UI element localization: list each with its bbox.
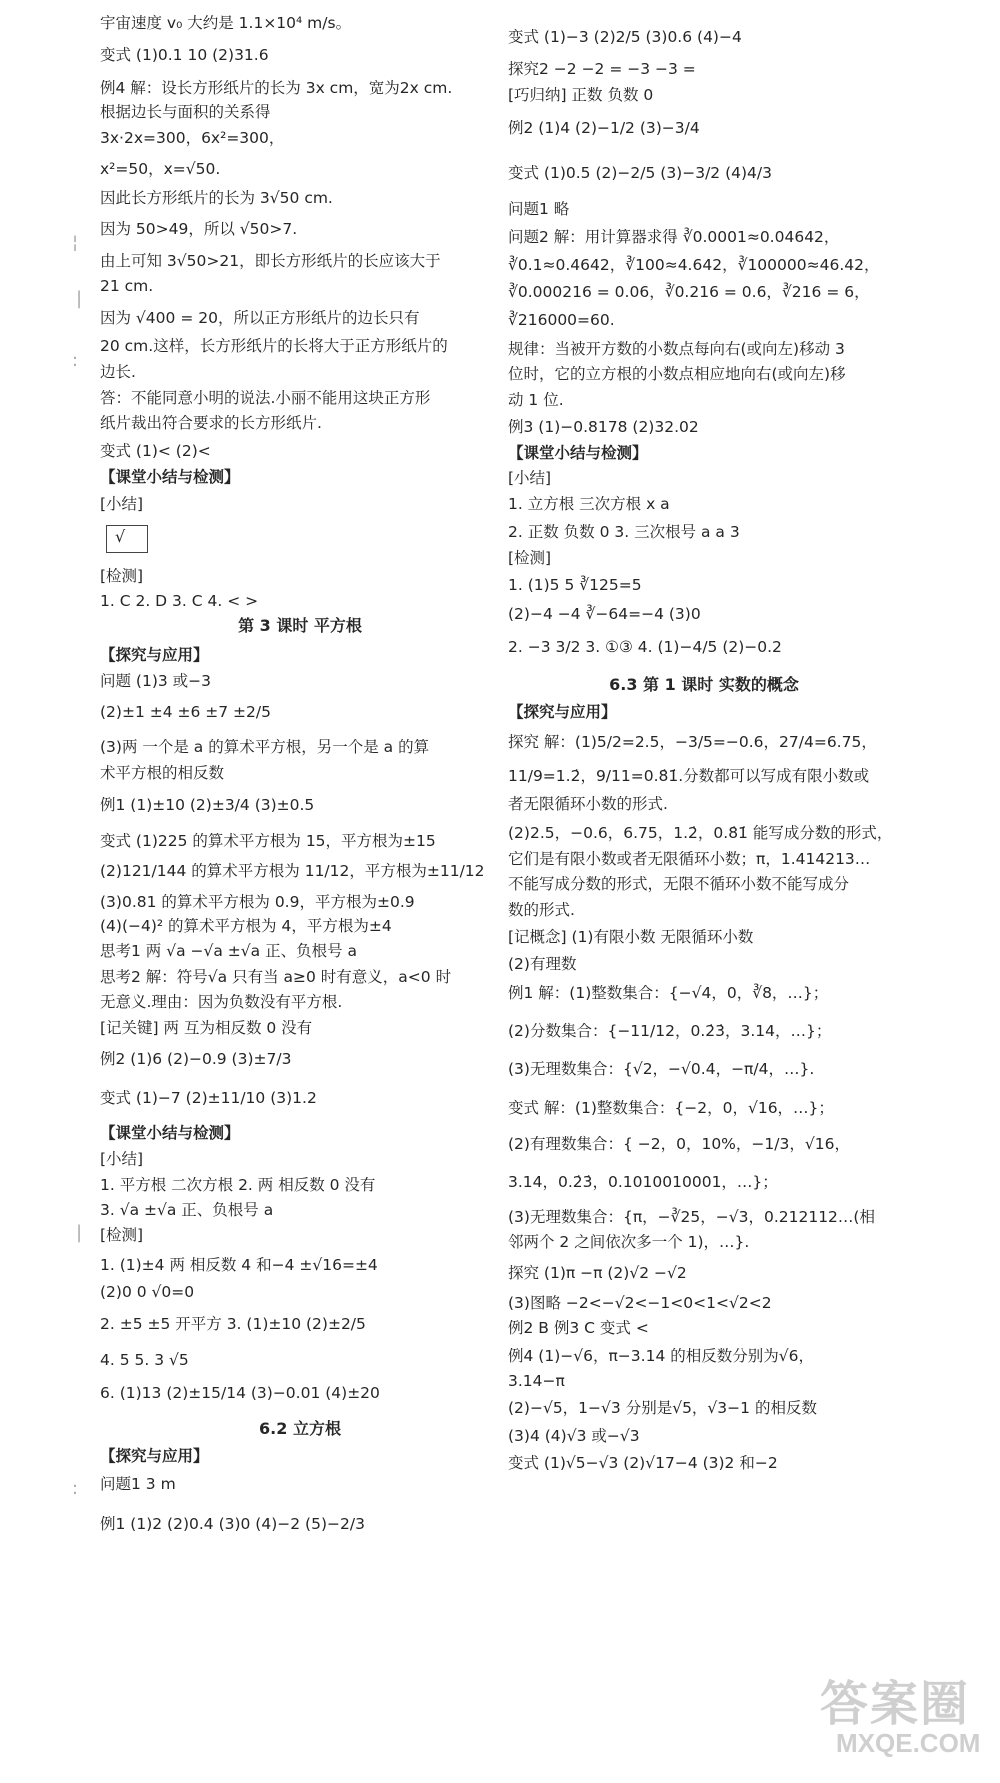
text-line: 答：不能同意小明的说法.小丽不能用这块正方形 bbox=[100, 389, 431, 407]
text-line: 2. −3 3/2 3. ①③ 4. (1)−4/5 (2)−0.2 bbox=[508, 638, 782, 656]
text-line: 因为 √400 = 20，所以正方形纸片的边长只有 bbox=[100, 309, 420, 327]
text-line: 纸片裁出符合要求的长方形纸片. bbox=[100, 414, 322, 432]
text-line: (3)4 (4)√3 或−√3 bbox=[508, 1427, 640, 1445]
text-line: 问题1 3 m bbox=[100, 1475, 176, 1493]
text-line: 1. (1)5 5 ∛125=5 bbox=[508, 576, 642, 594]
text-line: 问题2 解：用计算器求得 ∛0.0001≈0.04642， bbox=[508, 228, 840, 246]
text-line: [记概念] (1)有限小数 无限循环小数 bbox=[508, 928, 754, 946]
text-line: 6. (1)13 (2)±15/14 (3)−0.01 (4)±20 bbox=[100, 1384, 380, 1402]
text-line: (3)无理数集合：{√2，−√0.4，−π/4，…}. bbox=[508, 1060, 815, 1078]
text-line: 例4 (1)−√6，π−3.14 的相反数分别为√6， bbox=[508, 1347, 814, 1365]
text-line: 变式 解：(1)整数集合：{−2，0，√16，…}； bbox=[508, 1099, 834, 1117]
text-line: 例1 (1)±10 (2)±3/4 (3)±0.5 bbox=[100, 796, 315, 814]
text-line: 变式 (1)0.5 (2)−2/5 (3)−3/2 (4)4/3 bbox=[508, 164, 772, 182]
text-line: (2)−√5，1−√3 分别是√5，√3−1 的相反数 bbox=[508, 1399, 817, 1417]
text-line: 不能写成分数的形式，无限不循环小数不能写成分 bbox=[508, 875, 850, 893]
text-line: (2)有理数集合：{ −2，0，10%，−1/3，√16， bbox=[508, 1135, 850, 1153]
text-line: (2)−4 −4 ∛−64=−4 (3)0 bbox=[508, 605, 701, 623]
text-line: 3. √a ±√a 正、负根号 a bbox=[100, 1201, 274, 1219]
text-line: 动 1 位. bbox=[508, 391, 564, 409]
lesson-title: 6.2 立方根 bbox=[259, 1419, 341, 1438]
text-line: 21 cm. bbox=[100, 277, 154, 295]
text-line: (2)121/144 的算术平方根为 11/12，平方根为±11/12 bbox=[100, 862, 485, 880]
text-line: 位时，它的立方根的小数点相应地向右(或向左)移 bbox=[508, 365, 846, 383]
section-heading: 【课堂小结与检测】 bbox=[100, 468, 240, 486]
text-line: 根据边长与面积的关系得 bbox=[100, 103, 271, 121]
text-line: 探究2 −2 −2 = −3 −3 = bbox=[508, 60, 696, 78]
text-line: 无意义.理由：因为负数没有平方根. bbox=[100, 993, 343, 1011]
text-line: 因为 50>49，所以 √50>7. bbox=[100, 220, 298, 238]
text-line: 变式 (1)0.1 10 (2)31.6 bbox=[100, 46, 269, 64]
text-line: (3)0.81 的算术平方根为 0.9，平方根为±0.9 bbox=[100, 893, 415, 911]
text-line: ∛0.000216 = 0.06，∛0.216 = 0.6，∛216 = 6， bbox=[508, 283, 870, 301]
section-heading: 【探究与应用】 bbox=[100, 1447, 209, 1465]
text-line: (2)0 0 √0=0 bbox=[100, 1283, 195, 1301]
text-line: (2)有理数 bbox=[508, 955, 577, 973]
subheading: [小结] bbox=[100, 1150, 144, 1168]
subheading: [检测] bbox=[100, 1226, 144, 1244]
text-line: 者无限循环小数的形式. bbox=[508, 795, 668, 813]
watermark-logo: 答案圈 bbox=[820, 1678, 971, 1731]
text-line: 4. 5 5. 3 √5 bbox=[100, 1351, 189, 1369]
text-line: 边长. bbox=[100, 363, 136, 381]
margin-mark: ¦ bbox=[72, 232, 79, 253]
text-line: 它们是有限小数或者无限循环小数；π，1.414213… bbox=[508, 850, 871, 868]
text-line: 例1 解：(1)整数集合：{−√4，0，∛8，…}； bbox=[508, 984, 829, 1002]
text-line: 20 cm.这样，长方形纸片的长将大于正方形纸片的 bbox=[100, 337, 448, 355]
subheading: [检测] bbox=[100, 567, 144, 585]
text-line: x²=50，x=√50. bbox=[100, 160, 221, 178]
text-line: 1. (1)±4 两 相反数 4 和−4 ±√16=±4 bbox=[100, 1256, 378, 1274]
watermark-url: MXQE.COM bbox=[836, 1728, 981, 1758]
subheading: [检测] bbox=[508, 549, 552, 567]
text-line: 例2 (1)6 (2)−0.9 (3)±7/3 bbox=[100, 1050, 292, 1068]
text-line: 宇宙速度 v₀ 大约是 1.1×10⁴ m/s。 bbox=[100, 14, 352, 32]
text-line: 例4 解：设长方形纸片的长为 3x cm，宽为2x cm. bbox=[100, 79, 453, 97]
text-line: (2)±1 ±4 ±6 ±7 ±2/5 bbox=[100, 703, 271, 721]
text-line: 1. 平方根 二次方根 2. 两 相反数 0 没有 bbox=[100, 1176, 376, 1194]
text-line: 1. C 2. D 3. C 4. < > bbox=[100, 592, 259, 610]
text-line: (4)(−4)² 的算术平方根为 4，平方根为±4 bbox=[100, 917, 392, 935]
text-line: 11/9=1.2̇，9/11=0.8̇1̇.分数都可以写成有限小数或 bbox=[508, 767, 870, 785]
text-line: 数的形式. bbox=[508, 901, 575, 919]
text-line: (3)两 一个是 a 的算术平方根，另一个是 a 的算 bbox=[100, 738, 430, 756]
section-heading: 【探究与应用】 bbox=[508, 703, 617, 721]
text-line: 变式 (1)√5−√3 (2)√17−4 (3)2 和−2 bbox=[508, 1454, 778, 1472]
text-line: 3.14−π bbox=[508, 1372, 565, 1390]
text-line: (3)图略 −2<−√2<−1<0<1<√2<2 bbox=[508, 1294, 772, 1312]
text-line: 探究 解：(1)5/2=2.5，−3/5=−0.6，27/4=6.75， bbox=[508, 733, 877, 751]
text-line: 1. 立方根 三次方根 x a bbox=[508, 495, 670, 513]
text-line: [记关键] 两 互为相反数 0 没有 bbox=[100, 1019, 313, 1037]
text-line: ∛216000=60. bbox=[508, 311, 615, 329]
text-line: (2)2.5，−0.6，6.75，1.2̇，0.8̇1̇ 能写成分数的形式， bbox=[508, 824, 893, 842]
text-line: 问题1 略 bbox=[508, 200, 570, 218]
text-line: 探究 (1)π −π (2)√2 −√2 bbox=[508, 1264, 687, 1282]
text-line: 因此长方形纸片的长为 3√50 cm. bbox=[100, 189, 333, 207]
text-line: 变式 (1)−3 (2)2/5 (3)0.6 (4)−4 bbox=[508, 28, 742, 46]
text-line: 思考2 解：符号√a 只有当 a≥0 时有意义，a<0 时 bbox=[100, 968, 452, 986]
text-line: 例3 (1)−0.8178 (2)32.02 bbox=[508, 418, 699, 436]
text-line: 思考1 两 √a −√a ±√a 正、负根号 a bbox=[100, 942, 358, 960]
text-line: 问题 (1)3 或−3 bbox=[100, 672, 212, 690]
text-line: (2)分数集合：{−11/12，0.2̇3̇，3.14，…}； bbox=[508, 1022, 832, 1040]
subheading: [小结] bbox=[508, 469, 552, 487]
subheading: [小结] bbox=[100, 495, 144, 513]
text-line: 规律：当被开方数的小数点每向右(或向左)移动 3 bbox=[508, 340, 845, 358]
margin-mark: | bbox=[76, 1222, 83, 1243]
text-line: 2. 正数 负数 0 3. 三次根号 a a 3 bbox=[508, 523, 740, 541]
text-line: 例2 B 例3 C 变式 < bbox=[508, 1319, 649, 1337]
text-line: (3)无理数集合：{π，−∛25，−√3，0.212112…(相 bbox=[508, 1208, 875, 1226]
root-symbol: √ bbox=[115, 527, 126, 546]
text-line: 变式 (1)225 的算术平方根为 15，平方根为±15 bbox=[100, 832, 436, 850]
text-line: 变式 (1)−7 (2)±11/10 (3)1.2 bbox=[100, 1089, 317, 1107]
text-line: 2. ±5 ±5 开平方 3. (1)±10 (2)±2/5 bbox=[100, 1315, 366, 1333]
lesson-title: 第 3 课时 平方根 bbox=[238, 616, 362, 635]
margin-mark: | bbox=[76, 288, 83, 309]
section-heading: 【课堂小结与检测】 bbox=[100, 1124, 240, 1142]
text-line: [巧归纳] 正数 负数 0 bbox=[508, 86, 654, 104]
text-line: 例2 (1)4 (2)−1/2 (3)−3/4 bbox=[508, 119, 700, 137]
summary-diagram-box bbox=[106, 525, 148, 553]
text-line: 术平方根的相反数 bbox=[100, 764, 225, 782]
margin-mark: : bbox=[72, 350, 79, 371]
text-line: 3.14，0.2̇3̇，0.1010010001，…}； bbox=[508, 1173, 778, 1191]
text-line: 邻两个 2 之间依次多一个 1)，…}. bbox=[508, 1233, 750, 1251]
margin-mark: : bbox=[72, 1478, 79, 1499]
section-heading: 【探究与应用】 bbox=[100, 646, 209, 664]
text-line: ∛0.1≈0.4642，∛100≈4.642，∛100000≈46.42， bbox=[508, 256, 880, 274]
text-line: 由上可知 3√50>21，即长方形纸片的长应该大于 bbox=[100, 252, 441, 270]
lesson-title: 6.3 第 1 课时 实数的概念 bbox=[609, 675, 799, 694]
text-line: 例1 (1)2 (2)0.4 (3)0 (4)−2 (5)−2/3 bbox=[100, 1515, 365, 1533]
text-line: 3x·2x=300，6x²=300， bbox=[100, 129, 285, 147]
section-heading: 【课堂小结与检测】 bbox=[508, 444, 648, 462]
text-line: 变式 (1)< (2)< bbox=[100, 442, 211, 460]
